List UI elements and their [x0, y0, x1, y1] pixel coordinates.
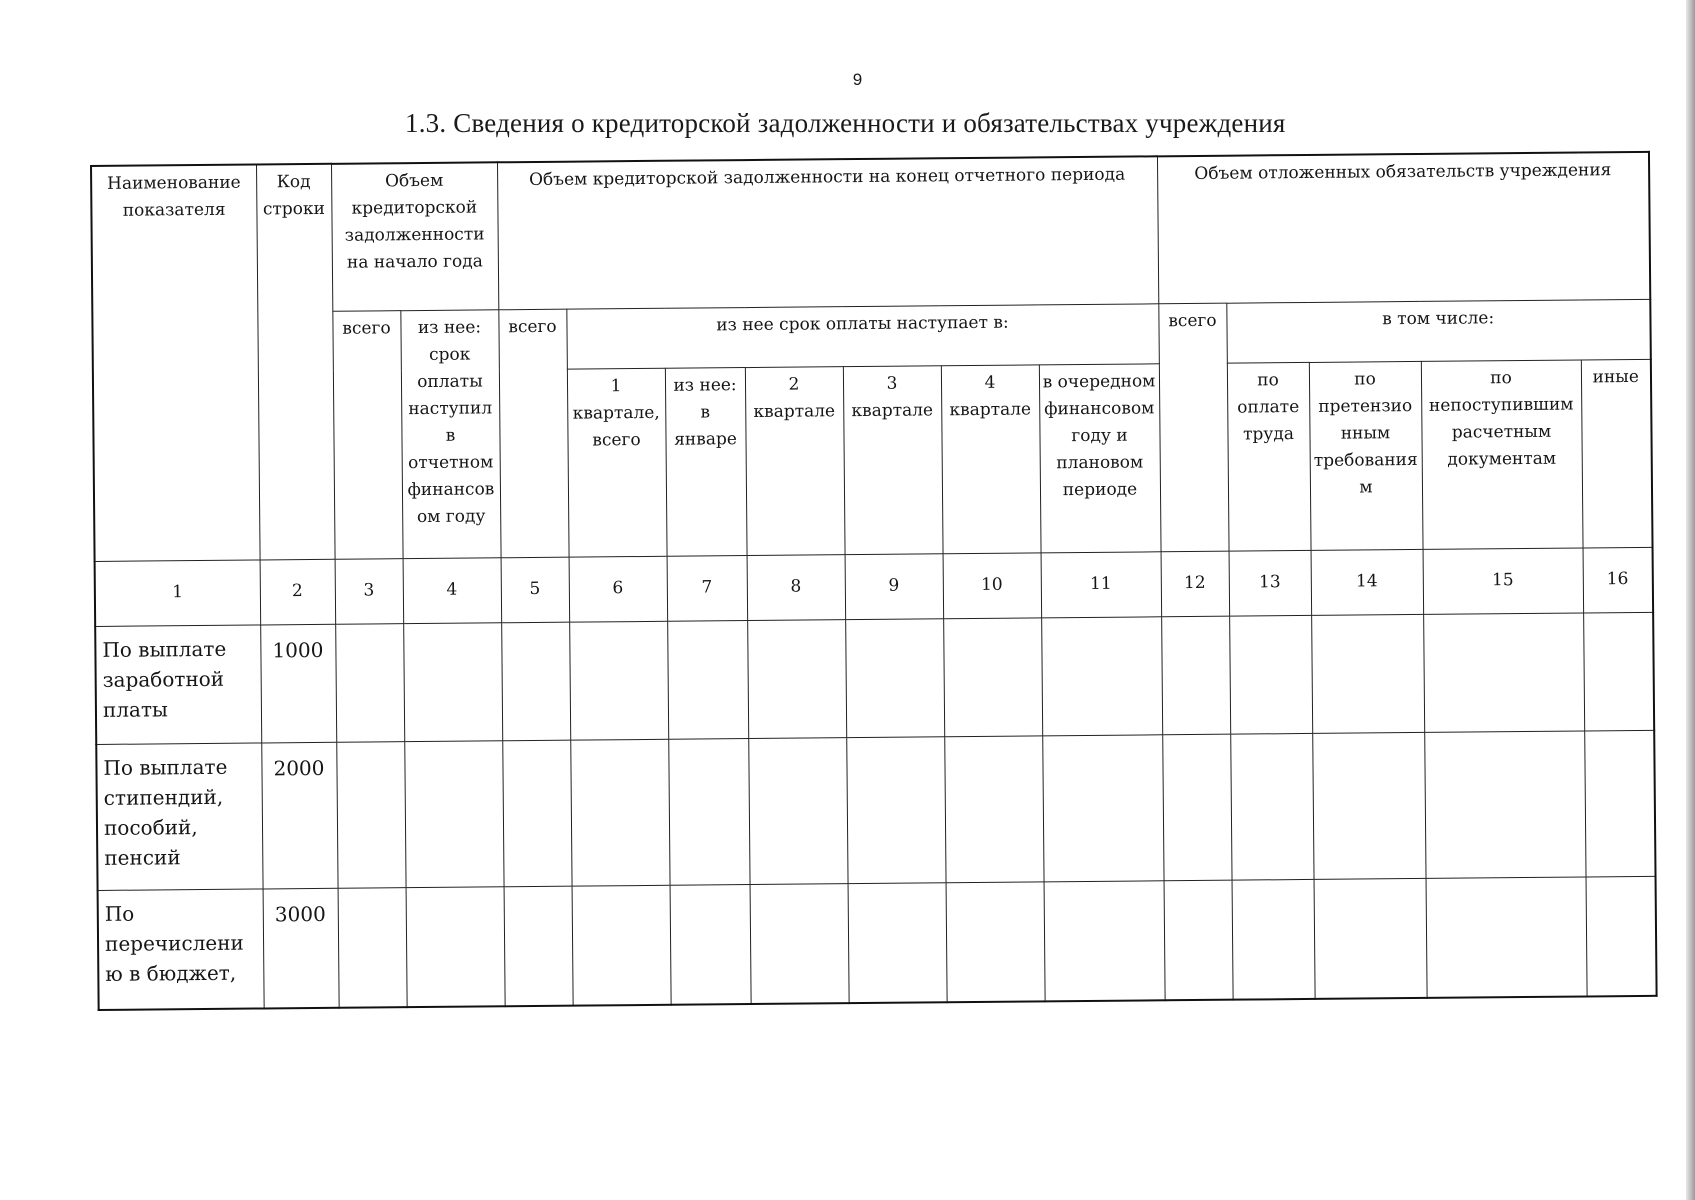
data-cell	[944, 735, 1043, 882]
header-end-total: всего	[498, 309, 568, 558]
column-number: 13	[1229, 550, 1312, 616]
header-docs: по непоступившим расчетным документам	[1421, 359, 1583, 548]
data-cell	[946, 881, 1045, 1002]
header-including: в том числе:	[1226, 299, 1651, 363]
header-start-total: всего	[332, 310, 402, 559]
data-cell	[1423, 612, 1584, 731]
header-q1: 1 квартале, всего	[567, 368, 667, 557]
data-cell	[504, 886, 573, 1007]
row-name: По перечислению в бюджет,	[98, 888, 264, 1009]
data-cell	[668, 738, 749, 885]
row-name: По выплате заработной платы	[95, 624, 261, 743]
row-code: 1000	[260, 624, 336, 743]
header-end-volume: Объем кредиторской задолженности на конец отчетного периода	[497, 156, 1158, 309]
column-number: 10	[943, 552, 1042, 618]
header-q3: 3 квартале	[843, 365, 943, 554]
column-number: 6	[569, 556, 668, 622]
column-number: 15	[1423, 547, 1584, 613]
header-code: Код строки	[256, 164, 335, 560]
data-cell	[1314, 878, 1427, 999]
row-name: По выплате стипендий, пособий, пенсий	[96, 742, 262, 889]
data-cell	[335, 623, 404, 742]
header-due-in: из нее срок оплаты наступает в:	[566, 303, 1159, 368]
header-start-due-current: из нее: срок оплаты наступил в отчетном финансовом году	[400, 309, 500, 558]
data-cell	[943, 617, 1042, 736]
table-row	[98, 876, 1657, 1010]
column-number: 3	[335, 558, 404, 624]
data-cell	[670, 884, 751, 1005]
scan-edge	[1686, 0, 1695, 1200]
data-cell	[848, 882, 947, 1003]
column-number: 9	[845, 553, 944, 619]
column-number: 14	[1311, 549, 1424, 615]
header-other: иные	[1581, 359, 1653, 548]
liabilities-table	[90, 151, 1658, 1011]
data-cell	[845, 618, 944, 737]
header-q2: 2 квартале	[745, 366, 845, 555]
data-cell	[1229, 615, 1312, 734]
data-cell	[1161, 616, 1230, 735]
column-number: 4	[403, 557, 502, 623]
data-cell	[404, 740, 503, 887]
row-code: 3000	[263, 888, 339, 1009]
data-cell	[1424, 730, 1585, 877]
header-january: из нее: в январе	[665, 367, 747, 556]
data-cell	[336, 741, 405, 888]
data-cell	[338, 887, 407, 1008]
data-cell	[1164, 880, 1233, 1001]
column-number: 16	[1583, 547, 1654, 613]
data-cell	[570, 739, 669, 886]
data-cell	[1162, 734, 1231, 881]
header-wages: по оплате труда	[1227, 362, 1311, 551]
row-code: 2000	[261, 742, 337, 889]
header-next-year: в очередном финансовом году и плановом периоде	[1039, 363, 1161, 552]
header-start-volume: Объем кредиторской задолженности на начало года	[331, 162, 498, 311]
data-cell	[1584, 730, 1655, 877]
data-cell	[748, 737, 847, 884]
data-cell	[403, 622, 502, 741]
data-cell	[1311, 614, 1424, 733]
table-row	[96, 730, 1655, 890]
column-number: 5	[501, 557, 570, 623]
data-cell	[1042, 734, 1163, 881]
data-cell	[667, 620, 748, 739]
data-cell	[1230, 733, 1313, 880]
data-cell	[750, 883, 849, 1004]
data-cell	[1232, 879, 1315, 1000]
data-cell	[1312, 732, 1425, 879]
table-row	[95, 612, 1654, 744]
page-title: 1.3. Сведения о кредиторской задолженности и обязательствах учреждения	[405, 108, 1286, 138]
data-cell	[502, 740, 571, 887]
table-container	[90, 151, 1658, 1011]
data-cell	[846, 736, 945, 883]
page-number: 9	[852, 70, 863, 89]
data-cell	[1044, 880, 1165, 1001]
header-deferred-total: всего	[1158, 303, 1228, 552]
column-number: 8	[747, 554, 846, 620]
data-cell	[1041, 616, 1162, 735]
data-cell	[569, 621, 668, 740]
column-number: 7	[667, 555, 748, 621]
header-name: Наименование показателя	[91, 164, 260, 560]
column-number: 12	[1161, 551, 1230, 617]
header-claims: по претензионным требованиям	[1309, 361, 1423, 550]
data-cell	[1426, 876, 1587, 997]
data-cell	[747, 619, 846, 738]
column-number: 1	[95, 559, 261, 625]
data-cell	[1586, 876, 1657, 997]
column-number: 11	[1041, 551, 1162, 617]
column-number: 2	[260, 559, 336, 625]
data-cell	[501, 622, 570, 741]
data-cell	[406, 886, 505, 1007]
data-cell	[1583, 612, 1654, 731]
header-deferred: Объем отложенных обязательств учреждения	[1157, 152, 1650, 303]
data-cell	[572, 885, 671, 1006]
header-q4: 4 квартале	[941, 364, 1041, 553]
